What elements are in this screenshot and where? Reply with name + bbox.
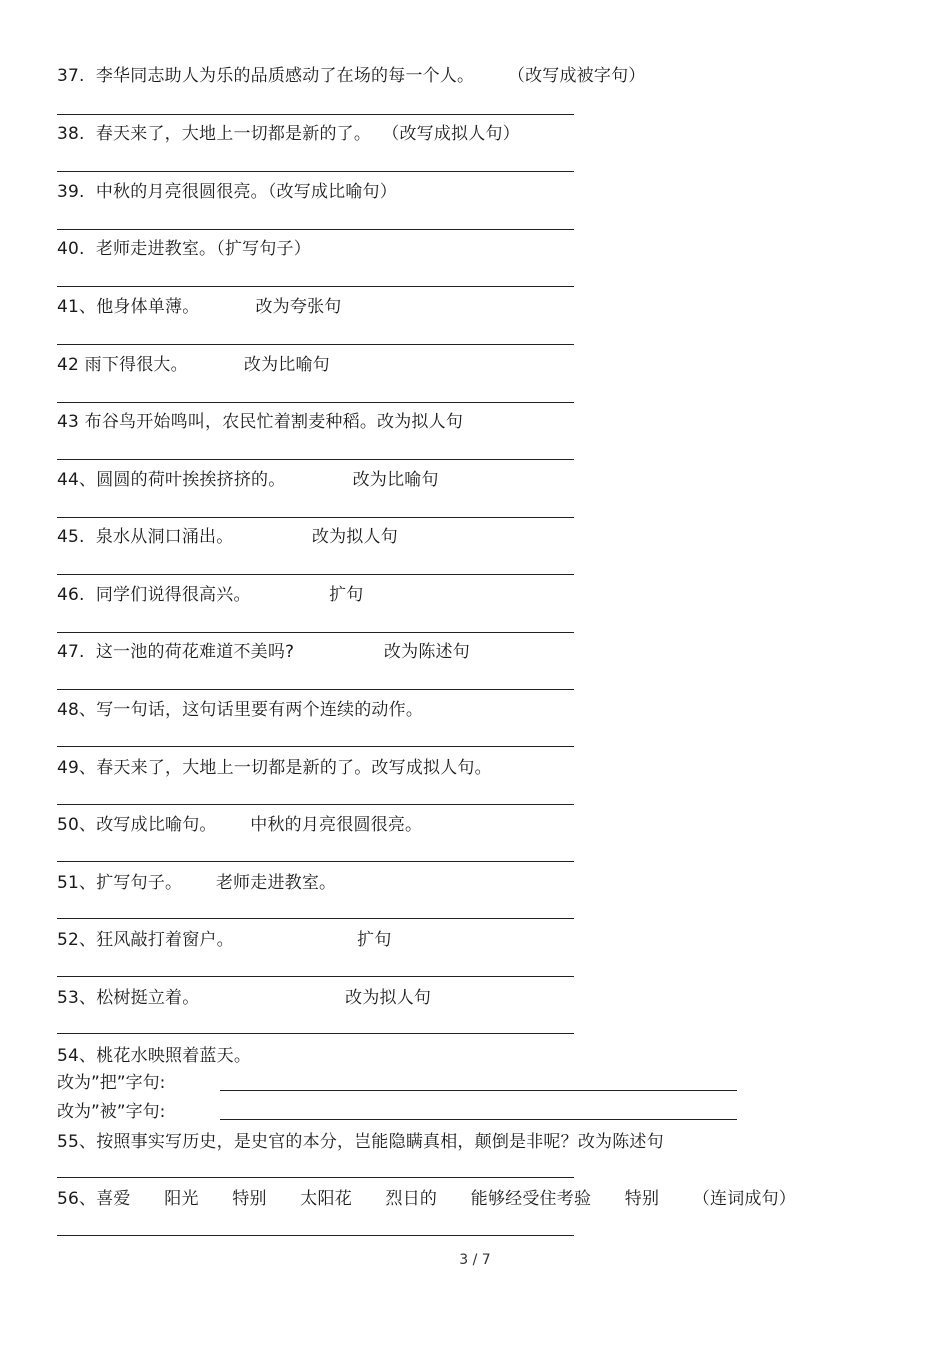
answer-line-40 [57,286,574,287]
question-48: 48、写一句话，这句话里要有两个连续的动作。 [57,700,424,720]
question-55: 55、按照事实写历史，是史官的本分，岂能隐瞒真相，颠倒是非呢？改为陈述句 [57,1132,664,1152]
question-43: 43 布谷鸟开始鸣叫，农民忙着割麦种稻。改为拟人句 [57,412,464,432]
question-52: 52、狂风敲打着窗户。 扩句 [57,930,392,950]
answer-line-46 [57,632,574,633]
bei-sentence-line [220,1119,737,1120]
ba-sentence-label: 改为”把”字句: [57,1073,166,1093]
question-53: 53、松树挺立着。 改为拟人句 [57,988,432,1008]
page-number: 3 / 7 [459,1252,491,1268]
question-39: 39. 中秋的月亮很圆很亮。（改写成比喻句） [57,182,397,202]
answer-line-53 [57,1033,574,1034]
question-42: 42 雨下得很大。 改为比喻句 [57,355,330,375]
question-50: 50、改写成比喻句。 中秋的月亮很圆很亮。 [57,815,423,835]
question-45: 45. 泉水从洞口涌出。 改为拟人句 [57,527,398,547]
question-49: 49、春天来了，大地上一切都是新的了。改写成拟人句。 [57,758,492,778]
answer-line-56 [57,1235,574,1236]
answer-line-44 [57,517,574,518]
answer-line-45 [57,574,574,575]
answer-line-41 [57,344,574,345]
question-41: 41、他身体单薄。 改为夸张句 [57,297,342,317]
answer-line-47 [57,689,574,690]
answer-line-42 [57,402,574,403]
question-37: 37. 李华同志助人为乐的品质感动了在场的每一个人。 （改写成被字句） [57,66,646,86]
question-51: 51、扩写句子。 老师走进教室。 [57,873,337,893]
question-44: 44、圆圆的荷叶挨挨挤挤的。 改为比喻句 [57,470,439,490]
answer-line-51 [57,918,574,919]
question-38: 38. 春天来了，大地上一切都是新的了。 （改写成拟人句） [57,124,520,144]
question-54: 54、桃花水映照着蓝天。 [57,1046,252,1066]
answer-line-49 [57,804,574,805]
question-46: 46. 同学们说得很高兴。 扩句 [57,585,364,605]
question-56: 56、喜爱 阳光 特别 太阳花 烈日的 能够经受住考验 特别 （连词成句） [57,1189,796,1209]
answer-line-48 [57,746,574,747]
answer-line-55 [57,1177,574,1178]
answer-line-43 [57,459,574,460]
question-40: 40. 老师走进教室。（扩写句子） [57,239,311,259]
answer-line-39 [57,229,574,230]
answer-line-50 [57,861,574,862]
answer-line-37 [57,114,574,115]
question-47: 47. 这一池的荷花难道不美吗? 改为陈述句 [57,642,470,662]
bei-sentence-label: 改为”被”字句: [57,1102,166,1122]
ba-sentence-line [220,1090,737,1091]
answer-line-52 [57,976,574,977]
answer-line-38 [57,171,574,172]
